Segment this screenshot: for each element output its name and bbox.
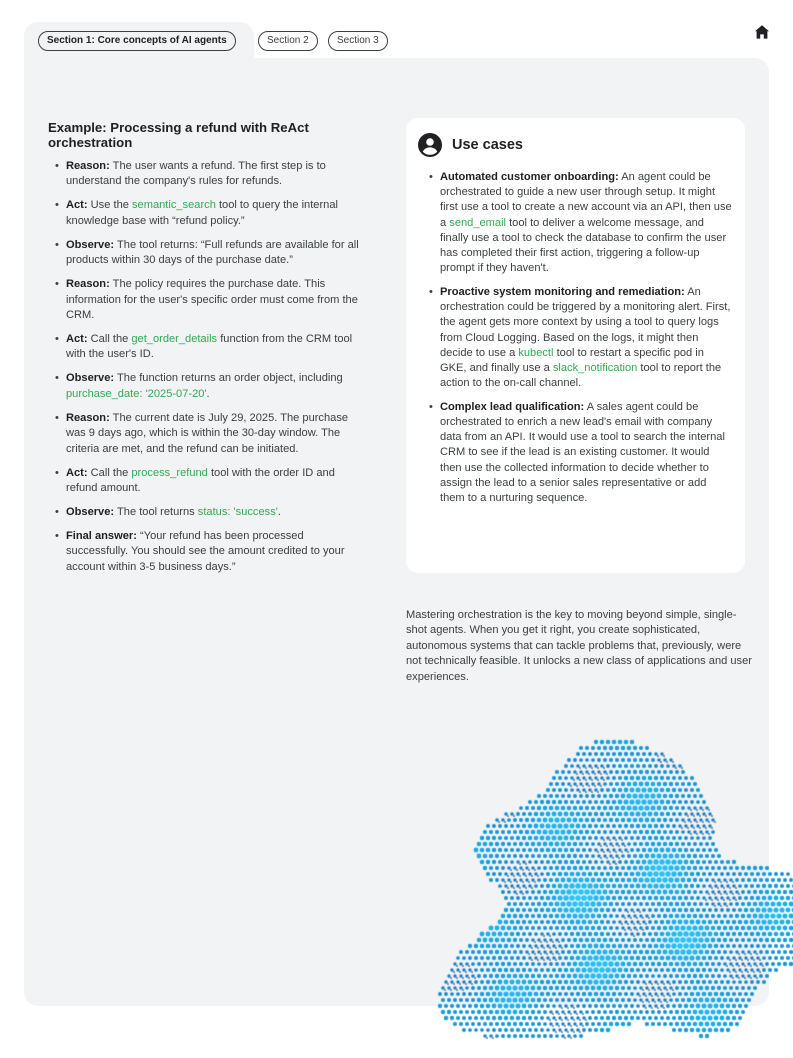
inline-code: slack_notification (552, 361, 638, 374)
example-step (48, 277, 368, 323)
example-step (48, 466, 368, 497)
example-step (48, 411, 368, 457)
use-case-item (422, 400, 732, 506)
example-step (48, 371, 368, 402)
item-text: Call the (90, 466, 132, 479)
item-label: Observe: (66, 238, 115, 251)
example-section (48, 120, 368, 584)
example-step (48, 198, 368, 229)
section-1-tab[interactable]: Section 1: Core concepts of AI agents (38, 31, 236, 51)
item-label: Reason: (66, 160, 110, 172)
use-cases-list (422, 170, 732, 515)
item-label: Proactive system monitoring and remediation: (440, 285, 685, 298)
example-steps-list (48, 159, 368, 575)
item-text: function from the CRM tool with the user's ID. (66, 333, 353, 361)
inline-code: status: 'success' (197, 506, 278, 519)
item-label: Observe: (66, 506, 115, 519)
inline-code: send_email (449, 216, 507, 229)
item-label: Complex lead qualification: (440, 400, 585, 413)
item-text: Call the (90, 333, 132, 346)
example-step (48, 332, 368, 363)
home-icon[interactable] (754, 24, 770, 40)
decorative-3d-dot-sculpture (395, 700, 793, 1058)
item-text: tool to restart a specific pod in GKE, and finally use a (440, 346, 704, 374)
use-cases-title: Use cases (452, 137, 523, 153)
use-case-item (422, 170, 732, 276)
example-step (48, 159, 368, 190)
item-text: An orchestration could be triggered by a monitoring alert. First, the agent gets more context by using a tool to query logs from Cloud Logging. Based on the logs, it might then decide to use a (440, 285, 731, 359)
item-text: The tool returns (117, 506, 198, 519)
item-text: The policy requires the purchase date. This information for the user's specific order must come from the CRM. (66, 278, 358, 322)
item-text: The function returns an order object, including (117, 372, 343, 385)
item-text: tool to query the internal knowledge base with “refund policy.” (66, 199, 338, 227)
item-text: Use the (90, 199, 132, 212)
item-label: Reason: (66, 278, 110, 291)
item-label: Act: (66, 466, 88, 479)
use-cases-header (418, 132, 523, 158)
example-step (48, 505, 368, 520)
item-text: The current date is July 29, 2025. The purchase was 9 days ago, which is within the 30-day window. The criteria are met, and the refund can be initiated. (66, 411, 349, 455)
item-label: Act: (66, 333, 88, 346)
item-text: A sales agent could be orchestrated to enrich a new lead's email with company data from an API. It would use a tool to search the internal CRM to see if the lead is an existing customer. It would then use the collected information to decide whether to assign the lead to a senior sales representative or add them to a nurturing sequence. (440, 400, 725, 505)
section-3-tab[interactable]: Section 3 (328, 31, 388, 51)
item-label: Observe: (66, 372, 115, 385)
closing-paragraph: Mastering orchestration is the key to moving beyond simple, single-shot agents. When you get it right, you create sophisticated, autonomous systems that can tackle problems that, previously, were not technically feasible. It unlocks a new class of applications and user experiences. (406, 609, 752, 683)
inline-code: get_order_details (131, 333, 218, 346)
person-circle-icon (418, 133, 442, 157)
item-text: . (206, 387, 210, 400)
inline-code: process_refund (131, 466, 208, 479)
item-text: The user wants a refund. The first step is to understand the company's rules for refunds. (66, 160, 326, 188)
example-step (48, 238, 368, 269)
item-text: An agent could be orchestrated to guide a new user through setup. It might first use a tool to create a new account via an API, then use a (440, 171, 732, 229)
inline-code: semantic_search (132, 199, 216, 212)
item-label: Reason: (66, 411, 110, 424)
inline-code: purchase_date: '2025-07-20' (66, 387, 207, 400)
example-step (48, 529, 368, 575)
item-text: “Your refund has been processed successfully. You should see the amount credited to your account within 3-5 business days.” (66, 530, 345, 573)
use-cases-card (406, 118, 745, 573)
item-label: Automated customer onboarding: (440, 171, 619, 183)
item-text: . (277, 506, 281, 519)
example-title: Example: Processing a refund with ReAct orchestration (48, 120, 309, 150)
item-label: Final answer: (66, 530, 137, 543)
item-text: tool to report the action to the on-call channel. (440, 361, 722, 390)
section-2-tab[interactable]: Section 2 (258, 31, 318, 51)
item-text: The tool returns: “Full refunds are available for all products within 30 days of the purchase date.” (66, 238, 359, 267)
use-case-item (422, 285, 732, 391)
item-label: Act: (66, 199, 88, 212)
item-text: tool with the order ID and refund amount. (66, 466, 335, 495)
inline-code: kubectl (518, 346, 554, 359)
item-text: tool to deliver a welcome message, and finally use a tool to check the database to confirm the user has completed their first action, triggering a follow-up prompt if they haven't. (440, 216, 727, 275)
